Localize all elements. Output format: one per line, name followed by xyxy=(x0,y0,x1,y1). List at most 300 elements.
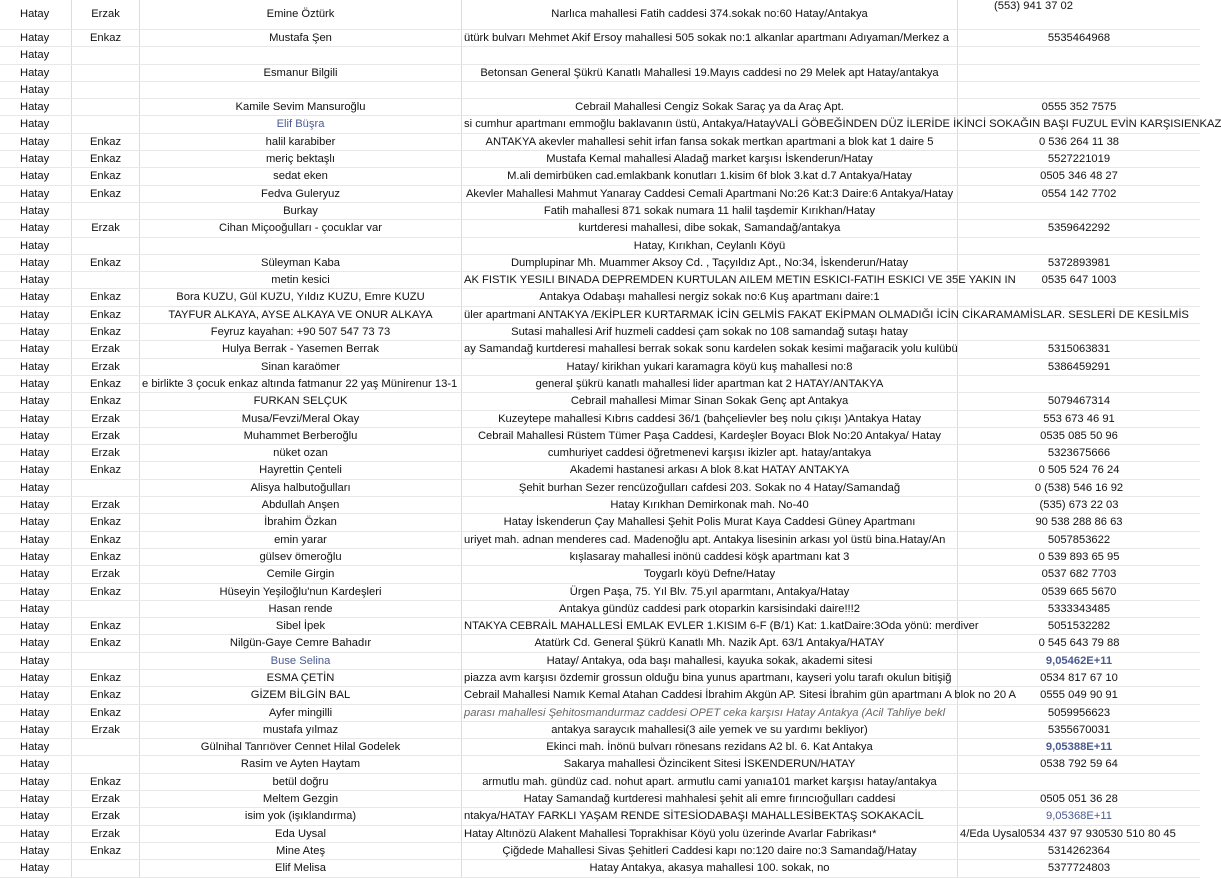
address-cell[interactable]: uriyet mah. adnan menderes cad. Madenoğlu apt. Antakya lisesinin arkası yol üstü bina.Hatay/An xyxy=(462,532,958,548)
name-cell[interactable]: Cihan Miçooğulları - çocuklar var xyxy=(140,220,462,236)
city-cell[interactable]: Hatay xyxy=(0,791,72,807)
need-type-cell[interactable]: Erzak xyxy=(72,428,140,444)
city-cell[interactable]: Hatay xyxy=(0,601,72,617)
table-row xyxy=(0,99,1200,116)
name-cell[interactable]: Musa/Fevzi/Meral Okay xyxy=(140,411,462,427)
address-cell[interactable]: ANTAKYA akevler mahallesi sehit irfan fansa sokak mertkan apartmani a blok kat 1 daire 5 xyxy=(462,134,958,150)
name-cell[interactable]: Mustafa Şen xyxy=(140,30,462,46)
table-row xyxy=(0,307,1200,324)
phone-cell[interactable]: 5051532282 xyxy=(1047,620,1111,633)
need-type-cell[interactable]: Enkaz xyxy=(72,393,140,409)
name-cell[interactable]: Mine Ateş xyxy=(140,843,462,859)
city-cell[interactable]: Hatay xyxy=(0,445,72,461)
need-type-cell[interactable]: Enkaz xyxy=(72,151,140,167)
table-row xyxy=(0,739,1200,756)
phone-cell[interactable]: 5535464968 xyxy=(1047,32,1111,44)
address-cell[interactable]: antakya saraycık mahallesi(3 aile yemek ve su yardımı bekliyor) xyxy=(462,722,958,738)
city-cell[interactable]: Hatay xyxy=(0,220,72,236)
phone-cell[interactable] xyxy=(958,289,1200,305)
name-cell[interactable]: nüket ozan xyxy=(140,445,462,461)
need-type-cell[interactable] xyxy=(72,272,140,288)
table-row xyxy=(0,82,1200,99)
name-cell[interactable]: Cemile Girgin xyxy=(140,566,462,582)
table-row xyxy=(0,255,1200,272)
phone-cell[interactable]: 0554 142 7702 xyxy=(1041,187,1117,200)
phone-cell[interactable] xyxy=(958,376,1200,392)
address-cell[interactable] xyxy=(462,82,958,98)
city-cell[interactable]: Hatay xyxy=(0,584,72,600)
name-cell[interactable]: Nilgün-Gaye Cemre Bahadır xyxy=(140,635,462,651)
phone-cell[interactable]: 9,05368E+11 xyxy=(1045,810,1113,823)
name-cell[interactable]: gülsev ömeroğlu xyxy=(140,549,462,565)
city-cell[interactable]: Hatay xyxy=(0,168,72,184)
need-type-cell[interactable] xyxy=(72,739,140,755)
need-type-cell[interactable]: Enkaz xyxy=(72,635,140,651)
table-row xyxy=(0,272,1200,289)
address-cell[interactable]: Akevler Mahallesi Mahmut Yanaray Caddesi Cemali Apartmani No:26 Kat:3 Daire:6 Antakya/Hatay xyxy=(462,186,958,202)
need-type-cell[interactable]: Erzak xyxy=(72,722,140,738)
name-cell[interactable]: isim yok (işıklandırma) xyxy=(140,808,462,824)
city-cell[interactable]: Hatay xyxy=(0,808,72,824)
address-cell[interactable]: general şükrü kanatlı mahallesi lider apartman kat 2 HATAY/ANTAKYA xyxy=(462,376,958,392)
phone-cell[interactable]: 5323675666 xyxy=(1047,447,1111,460)
name-cell[interactable]: Kamile Sevim Mansuroğlu xyxy=(140,99,462,115)
phone-cell[interactable]: 5355670031 xyxy=(1047,723,1111,736)
city-cell[interactable]: Hatay xyxy=(0,722,72,738)
need-type-cell[interactable]: Enkaz xyxy=(72,168,140,184)
phone-cell[interactable]: 5314262364 xyxy=(1047,844,1111,857)
address-cell[interactable]: Şehit burhan Sezer rencüzoğulları cafdesi 203. Sokak no 4 Hatay/Samandağ xyxy=(462,480,958,496)
need-type-cell[interactable]: Enkaz xyxy=(72,134,140,150)
table-row xyxy=(0,0,1200,30)
need-type-cell[interactable]: Erzak xyxy=(72,808,140,824)
city-cell[interactable]: Hatay xyxy=(0,65,72,81)
need-type-cell[interactable]: Erzak xyxy=(72,220,140,236)
city-cell[interactable]: Hatay xyxy=(0,30,72,46)
table-row xyxy=(0,65,1200,82)
address-cell[interactable]: Ekinci mah. İnönü bulvarı rönesans rezidans A2 bl. 6. Kat Antakya xyxy=(462,739,958,755)
need-type-cell[interactable] xyxy=(72,238,140,254)
city-cell[interactable]: Hatay xyxy=(0,151,72,167)
city-cell[interactable]: Hatay xyxy=(0,860,72,876)
need-type-cell[interactable]: Enkaz xyxy=(72,549,140,565)
name-cell[interactable]: Gülnihal Tanrıöver Cennet Hilal Godelek xyxy=(140,739,462,755)
name-cell[interactable]: Emine Öztürk xyxy=(140,0,462,29)
need-type-cell[interactable]: Enkaz xyxy=(72,514,140,530)
table-row xyxy=(0,756,1200,773)
phone-cell[interactable]: 0 536 264 11 38 xyxy=(1038,135,1120,148)
name-cell[interactable]: ESMA ÇETİN xyxy=(140,670,462,686)
phone-cell[interactable]: 0537 682 7703 xyxy=(1041,568,1117,581)
table-row xyxy=(0,791,1200,808)
name-cell[interactable]: Burkay xyxy=(140,203,462,219)
need-type-cell[interactable]: Erzak xyxy=(72,791,140,807)
address-cell[interactable]: Cebrail Mahallesi Rüstem Tümer Paşa Caddesi, Kardeşler Boyacı Blok No:20 Antakya/ Hatay xyxy=(462,428,958,444)
table-row xyxy=(0,376,1200,393)
table-row xyxy=(0,514,1200,531)
need-type-cell[interactable]: Enkaz xyxy=(72,843,140,859)
need-type-cell[interactable]: Enkaz xyxy=(72,687,140,703)
need-type-cell[interactable]: Erzak xyxy=(72,341,140,357)
city-cell[interactable]: Hatay xyxy=(0,826,72,842)
address-cell[interactable]: Atatürk Cd. General Şükrü Kanatlı Mh. Nazik Apt. 63/1 Antakya/HATAY xyxy=(462,635,958,651)
address-cell[interactable]: ütürk bulvarı Mehmet Akif Ersoy mahallesi 505 sokak no:1 alkanlar apartmanı Adıyaman/Merkez a xyxy=(462,30,958,46)
need-type-cell[interactable] xyxy=(72,116,140,132)
table-row xyxy=(0,774,1200,791)
city-cell[interactable]: Hatay xyxy=(0,843,72,859)
name-cell[interactable]: Esmanur Bilgili xyxy=(140,65,462,81)
city-cell[interactable]: Hatay xyxy=(0,428,72,444)
address-cell[interactable]: Hatay Altınözü Alakent Mahallesi Toprakhisar Köyü yolu üzerinde Avarlar Fabrikası* xyxy=(462,826,958,842)
city-cell[interactable]: Hatay xyxy=(0,739,72,755)
city-cell[interactable]: Hatay xyxy=(0,774,72,790)
need-type-cell[interactable]: Enkaz xyxy=(72,462,140,478)
phone-cell[interactable] xyxy=(958,238,1200,254)
phone-cell[interactable]: 0505 346 48 27 xyxy=(1040,170,1118,183)
address-cell[interactable]: Hatay/ Antakya, oda başı mahallesi, kayuka sokak, akademi sitesi xyxy=(462,653,958,669)
phone-cell[interactable] xyxy=(958,47,1200,63)
phone-cell[interactable]: 0538 792 59 64 xyxy=(1040,758,1118,771)
address-cell[interactable]: AK FISTIK YESILI BINADA DEPREMDEN KURTULAN AILEM METIN ESKICI-FATIH ESKICI VE 35E YAKIN IN xyxy=(462,272,958,288)
address-cell[interactable]: üler apartmani ANTAKYA /EKİPLER KURTARMAK İCİN GELMİS FAKAT EKİPMAN OLMADIĞI İCİN CİKARAMAMİSLAR. SESLERİ DE KESİLMİS xyxy=(462,307,958,323)
table-row xyxy=(0,722,1200,739)
need-type-cell[interactable]: Enkaz xyxy=(72,376,140,392)
table-row xyxy=(0,393,1200,410)
name-cell[interactable] xyxy=(140,82,462,98)
name-cell[interactable]: metin kesici xyxy=(140,272,462,288)
name-cell[interactable] xyxy=(140,47,462,63)
need-type-cell[interactable]: Enkaz xyxy=(72,618,140,634)
phone-cell[interactable]: (535) 673 22 03 xyxy=(1039,499,1119,512)
phone-cell[interactable]: 0505 051 36 28 xyxy=(1040,793,1118,806)
need-type-cell[interactable]: Enkaz xyxy=(72,532,140,548)
need-type-cell[interactable] xyxy=(72,65,140,81)
name-cell[interactable]: halil karabiber xyxy=(140,134,462,150)
address-cell[interactable]: si cumhur apartmanı emmoğlu baklavanın üstü, Antakya/HatayVALİ GÖBEĞİNDEN DÜZ İLERİDE İKİNCİ SOKAĞIN BAŞI FUZUL EVİN KARŞISIENKAZ xyxy=(462,116,958,132)
phone-cell[interactable]: 9,05462E+11 xyxy=(1045,654,1113,667)
table-row xyxy=(0,497,1200,514)
city-cell[interactable]: Hatay xyxy=(0,255,72,271)
table-row xyxy=(0,687,1200,704)
table-row xyxy=(0,826,1200,843)
table-row xyxy=(0,428,1200,445)
address-cell[interactable]: kurtderesi mahallesi, dibe sokak, Samandağ/antakya xyxy=(462,220,958,236)
name-cell[interactable]: meriç bektaşlı xyxy=(140,151,462,167)
phone-cell[interactable] xyxy=(958,307,1200,323)
name-cell[interactable]: Hasan rende xyxy=(140,601,462,617)
city-cell[interactable]: Hatay xyxy=(0,341,72,357)
table-row xyxy=(0,635,1200,652)
city-cell[interactable]: Hatay xyxy=(0,480,72,496)
phone-cell[interactable] xyxy=(958,774,1200,790)
table-row xyxy=(0,47,1200,64)
table-row xyxy=(0,289,1200,306)
table-row xyxy=(0,566,1200,583)
address-cell[interactable]: Ürgen Paşa, 75. Yıl Blv. 75.yıl aparmtanı, Antakya/Hatay xyxy=(462,584,958,600)
name-cell[interactable]: mustafa yılmaz xyxy=(140,722,462,738)
phone-cell[interactable]: 0555 049 90 91 xyxy=(1040,689,1118,702)
city-cell[interactable]: Hatay xyxy=(0,376,72,392)
address-cell[interactable]: armutlu mah. gündüz cad. nohut apart. armutlu cami yanıa101 market karşısı hatay/antakya xyxy=(462,774,958,790)
phone-cell[interactable]: 0535 085 50 96 xyxy=(1040,429,1118,442)
address-cell[interactable]: Hatay, Kırıkhan, Ceylanlı Köyü xyxy=(462,238,958,254)
address-cell[interactable]: Dumplupinar Mh. Muammer Aksoy Cd. , Taçyıldız Apt., No:34, İskenderun/Hatay xyxy=(462,255,958,271)
name-cell[interactable]: Rasim ve Ayten Haytam xyxy=(140,756,462,772)
address-cell[interactable]: Mustafa Kemal mahallesi Aladağ market karşısı İskenderun/Hatay xyxy=(462,151,958,167)
address-cell[interactable]: cumhuriyet caddesi öğretmenevi karşısı ikizler apt. hatay/antakya xyxy=(462,445,958,461)
address-cell[interactable] xyxy=(462,47,958,63)
phone-cell[interactable] xyxy=(958,82,1200,98)
phone-cell[interactable] xyxy=(958,324,1200,340)
table-row xyxy=(0,341,1200,358)
table-row xyxy=(0,151,1200,168)
phone-cell[interactable]: 9,05388E+11 xyxy=(1045,741,1113,754)
name-cell[interactable] xyxy=(140,238,462,254)
phone-cell[interactable] xyxy=(958,203,1200,219)
need-type-cell[interactable] xyxy=(72,653,140,669)
city-cell[interactable]: Hatay xyxy=(0,134,72,150)
table-row xyxy=(0,843,1200,860)
table-row xyxy=(0,411,1200,428)
address-cell[interactable]: Hatay Antakya, akasya mahallesi 100. sokak, no xyxy=(462,860,958,876)
address-cell[interactable]: piazza avm karşısı özdemir grossun olduğu bina yunus apartmanı, kayseri yolu tarafı okulun bitişiğ xyxy=(462,670,958,686)
need-type-cell[interactable]: Enkaz xyxy=(72,255,140,271)
table-row xyxy=(0,30,1200,47)
need-type-cell[interactable] xyxy=(72,756,140,772)
address-cell[interactable]: kışlasaray mahallesi inönü caddesi köşk apartmanı kat 3 xyxy=(462,549,958,565)
need-type-cell[interactable] xyxy=(72,82,140,98)
name-cell[interactable]: Buse Selina xyxy=(140,653,462,669)
city-cell[interactable]: Hatay xyxy=(0,116,72,132)
phone-cell[interactable]: 0539 665 5670 xyxy=(1041,585,1117,598)
phone-cell[interactable]: 0534 817 67 10 xyxy=(1040,671,1118,684)
city-cell[interactable]: Hatay xyxy=(0,0,72,29)
address-cell[interactable]: Betonsan General Şükrü Kanatlı Mahallesi 19.Mayıs caddesi no 29 Melek apt Hatay/antakya xyxy=(462,65,958,81)
address-cell[interactable]: Antakya gündüz caddesi park otoparkin karsisindaki daire!!!2 xyxy=(462,601,958,617)
name-cell[interactable]: Muhammet Berberoğlu xyxy=(140,428,462,444)
need-type-cell[interactable]: Enkaz xyxy=(72,307,140,323)
need-type-cell[interactable] xyxy=(72,480,140,496)
phone-cell[interactable]: 5377724803 xyxy=(1047,862,1111,875)
name-cell[interactable]: Meltem Gezgin xyxy=(140,791,462,807)
phone-cell[interactable]: 0 539 893 65 95 xyxy=(1038,550,1120,563)
name-cell[interactable]: Hulya Berrak - Yasemen Berrak xyxy=(140,341,462,357)
city-cell[interactable]: Hatay xyxy=(0,618,72,634)
name-cell[interactable]: Sinan karaömer xyxy=(140,359,462,375)
address-cell[interactable]: Toygarlı köyü Defne/Hatay xyxy=(462,566,958,582)
city-cell[interactable]: Hatay xyxy=(0,635,72,651)
name-cell[interactable]: e birlikte 3 çocuk enkaz altında fatmanur 22 yaş Münirenur 13-1 xyxy=(140,376,462,392)
table-row xyxy=(0,116,1221,133)
city-cell[interactable]: Hatay xyxy=(0,238,72,254)
city-cell[interactable]: Hatay xyxy=(0,47,72,63)
address-cell[interactable]: ay Samandağ kurtderesi mahallesi berrak sokak sonu kardelen sokak kesimi mağaracik yolu kulübü xyxy=(462,341,958,357)
city-cell[interactable]: Hatay xyxy=(0,82,72,98)
phone-cell[interactable]: 5372893981 xyxy=(1047,256,1111,269)
table-row xyxy=(0,462,1200,479)
need-type-cell[interactable]: Enkaz xyxy=(72,324,140,340)
table-row xyxy=(0,134,1200,151)
table-row xyxy=(0,238,1200,255)
table-row xyxy=(0,220,1200,237)
address-cell[interactable]: Cebrail Mahallesi Cengiz Sokak Saraç ya da Araç Apt. xyxy=(462,99,958,115)
table-row xyxy=(0,653,1200,670)
city-cell[interactable]: Hatay xyxy=(0,272,72,288)
phone-cell[interactable]: 5059956623 xyxy=(1047,706,1111,719)
table-row xyxy=(0,359,1200,376)
city-cell[interactable]: Hatay xyxy=(0,566,72,582)
phone-cell[interactable]: 553 673 46 91 xyxy=(1043,412,1115,425)
table-row xyxy=(0,445,1200,462)
address-cell[interactable]: Narlıca mahallesi Fatih caddesi 374.sokak no:60 Hatay/Antakya xyxy=(462,0,958,29)
address-cell[interactable]: Cebrail Mahallesi Namık Kemal Atahan Caddesi İbrahim Akgün AP. Sitesi İbrahim gün apartmanı A blok no 20 A xyxy=(462,687,958,703)
city-cell[interactable]: Hatay xyxy=(0,411,72,427)
need-type-cell[interactable]: Erzak xyxy=(72,566,140,582)
name-cell[interactable]: Süleyman Kaba xyxy=(140,255,462,271)
table-row xyxy=(0,186,1200,203)
phone-cell[interactable]: 5333343485 xyxy=(1047,602,1111,615)
address-cell[interactable]: Çiğdede Mahallesi Sivas Şehitleri Caddesi kapı no:120 daire no:3 Samandağ/Hatay xyxy=(462,843,958,859)
name-cell[interactable]: TAYFUR ALKAYA, AYSE ALKAYA VE ONUR ALKAYA xyxy=(140,307,462,323)
phone-cell[interactable]: 5079467314 xyxy=(1047,395,1111,408)
name-cell[interactable]: Feyruz kayahan: +90 507 547 73 73 xyxy=(140,324,462,340)
city-cell[interactable]: Hatay xyxy=(0,532,72,548)
address-cell[interactable]: parası mahallesi Şehitosmandurmaz caddesi OPET ceka karşısı Hatay Antakya (Acil Tahliye bekl xyxy=(462,705,958,721)
table-row xyxy=(0,618,1200,635)
address-cell[interactable]: Hatay Samandağ kurtderesi mahhalesi şehit ali emre fırıncıoğulları caddesi xyxy=(462,791,958,807)
phone-cell[interactable]: 5359642292 xyxy=(1047,222,1111,235)
table-row xyxy=(0,168,1200,185)
city-cell[interactable]: Hatay xyxy=(0,307,72,323)
name-cell[interactable]: Abdullah Anşen xyxy=(140,497,462,513)
address-cell[interactable]: Hatay İskenderun Çay Mahallesi Şehit Polis Murat Kaya Caddesi Güney Apartmanı xyxy=(462,514,958,530)
need-type-cell[interactable]: Enkaz xyxy=(72,186,140,202)
address-cell[interactable]: Antakya Odabaşı mahallesi nergiz sokak no:6 Kuş apartmanı daire:1 xyxy=(462,289,958,305)
need-type-cell[interactable]: Erzak xyxy=(72,0,140,29)
need-type-cell[interactable] xyxy=(72,203,140,219)
table-row xyxy=(0,584,1200,601)
need-type-cell[interactable]: Erzak xyxy=(72,445,140,461)
city-cell[interactable]: Hatay xyxy=(0,289,72,305)
name-cell[interactable]: sedat eken xyxy=(140,168,462,184)
table-row xyxy=(0,670,1200,687)
city-cell[interactable]: Hatay xyxy=(0,497,72,513)
name-cell[interactable]: Bora KUZU, Gül KUZU, Yıldız KUZU, Emre KUZU xyxy=(140,289,462,305)
address-cell[interactable]: Hatay/ kirikhan yukari karamagra köyü kuş mahallesi no:8 xyxy=(462,359,958,375)
phone-cell[interactable]: 0 505 524 76 24 xyxy=(1038,464,1120,477)
name-cell[interactable]: İbrahim Özkan xyxy=(140,514,462,530)
name-cell[interactable]: Hüseyin Yeşiloğlu'nun Kardeşleri xyxy=(140,584,462,600)
city-cell[interactable]: Hatay xyxy=(0,203,72,219)
city-cell[interactable]: Hatay xyxy=(0,687,72,703)
need-type-cell[interactable]: Erzak xyxy=(72,411,140,427)
city-cell[interactable]: Hatay xyxy=(0,462,72,478)
city-cell[interactable]: Hatay xyxy=(0,359,72,375)
need-type-cell[interactable]: Enkaz xyxy=(72,774,140,790)
phone-cell[interactable] xyxy=(958,65,1200,81)
city-cell[interactable]: Hatay xyxy=(0,653,72,669)
name-cell[interactable]: Elif Melisa xyxy=(140,860,462,876)
phone-cell[interactable]: (553) 941 37 02 xyxy=(994,0,1073,12)
table-row xyxy=(0,324,1200,341)
address-cell[interactable]: Hatay Kırıkhan Demirkonak mah. No-40 xyxy=(462,497,958,513)
city-cell[interactable]: Hatay xyxy=(0,549,72,565)
name-cell[interactable]: emin yarar xyxy=(140,532,462,548)
table-row xyxy=(0,705,1200,722)
address-cell[interactable]: Sakarya mahallesi Özincikent Sitesi İSKENDERUN/HATAY xyxy=(462,756,958,772)
table-row xyxy=(0,203,1200,220)
need-type-cell[interactable]: Enkaz xyxy=(72,30,140,46)
city-cell[interactable]: Hatay xyxy=(0,324,72,340)
need-type-cell[interactable]: Enkaz xyxy=(72,705,140,721)
phone-cell[interactable]: 5315063831 xyxy=(1047,343,1111,356)
table-row xyxy=(0,808,1200,825)
name-cell[interactable]: Sibel İpek xyxy=(140,618,462,634)
table-row xyxy=(0,532,1200,549)
table-row xyxy=(0,601,1200,618)
need-type-cell[interactable] xyxy=(72,47,140,63)
address-cell[interactable]: M.ali demirbüken cad.emlakbank konutları 1.kisim 6f blok 3.kat d.7 Antakya/Hatay xyxy=(462,168,958,184)
city-cell[interactable]: Hatay xyxy=(0,705,72,721)
city-cell[interactable]: Hatay xyxy=(0,670,72,686)
need-type-cell[interactable]: Enkaz xyxy=(72,289,140,305)
need-type-cell[interactable]: Enkaz xyxy=(72,584,140,600)
address-cell[interactable]: Fatih mahallesi 871 sokak numara 11 halil taşdemir Kırıkhan/Hatay xyxy=(462,203,958,219)
phone-cell[interactable]: 0555 352 7575 xyxy=(1041,101,1117,114)
table-row xyxy=(0,480,1200,497)
name-cell[interactable]: Fedva Guleryuz xyxy=(140,186,462,202)
address-cell[interactable]: Kuzeytepe mahallesi Kıbrıs caddesi 36/1 (bahçelievler beş nolu çıkışı )Antakya Hatay xyxy=(462,411,958,427)
need-type-cell[interactable]: Erzak xyxy=(72,359,140,375)
name-cell[interactable]: Hayrettin Çenteli xyxy=(140,462,462,478)
city-cell[interactable]: Hatay xyxy=(0,393,72,409)
name-cell[interactable]: Eda Uysal xyxy=(140,826,462,842)
name-cell[interactable]: FURKAN SELÇUK xyxy=(140,393,462,409)
phone-cell[interactable]: 5386459291 xyxy=(1047,360,1111,373)
phone-cell[interactable]: 5057853622 xyxy=(1047,533,1111,546)
need-type-cell[interactable] xyxy=(72,601,140,617)
name-cell[interactable]: Alisya halbutoğulları xyxy=(140,480,462,496)
need-type-cell[interactable] xyxy=(72,860,140,876)
need-type-cell[interactable]: Erzak xyxy=(72,497,140,513)
table-row xyxy=(0,860,1200,877)
name-cell[interactable]: GİZEM BİLGİN BAL xyxy=(140,687,462,703)
need-type-cell[interactable] xyxy=(72,99,140,115)
name-cell[interactable]: betül doğru xyxy=(140,774,462,790)
city-cell[interactable]: Hatay xyxy=(0,514,72,530)
need-type-cell[interactable]: Erzak xyxy=(72,826,140,842)
address-cell[interactable]: Akademi hastanesi arkası A blok 8.kat HATAY ANTAKYA xyxy=(462,462,958,478)
need-type-cell[interactable]: Enkaz xyxy=(72,670,140,686)
city-cell[interactable]: Hatay xyxy=(0,756,72,772)
city-cell[interactable]: Hatay xyxy=(0,99,72,115)
table-row xyxy=(0,549,1200,566)
address-cell[interactable]: Cebrail mahallesi Mimar Sinan Sokak Genç apt Antakya xyxy=(462,393,958,409)
phone-cell[interactable]: 4/Eda Uysal0534 437 97 930530 510 80 45 xyxy=(960,827,1176,840)
city-cell[interactable]: Hatay xyxy=(0,186,72,202)
address-cell[interactable]: ntakya/HATAY FARKLI YAŞAM RENDE SİTESİODABAŞI MAHALLESİBEKTAŞ SOKAKACİL xyxy=(462,808,958,824)
address-cell[interactable]: Sutasi mahallesi Arif huzmeli caddesi çam sokak no 108 samandağ sutaşı hatay xyxy=(462,324,958,340)
phone-cell[interactable]: 0 (538) 546 16 92 xyxy=(1034,481,1124,494)
address-cell[interactable]: NTAKYA CEBRAİL MAHALLESİ EMLAK EVLER 1.KISIM 6-F (B/1) Kat: 1.katDaire:3Oda yönü: merdiver xyxy=(462,618,958,634)
name-cell[interactable]: Ayfer mingilli xyxy=(140,705,462,721)
phone-cell[interactable]: 0 545 643 79 88 xyxy=(1038,637,1120,650)
phone-cell[interactable]: 0535 647 1003 xyxy=(1041,274,1117,287)
phone-cell[interactable]: 90 538 288 86 63 xyxy=(1035,516,1123,529)
phone-cell[interactable]: 5527221019 xyxy=(1047,153,1111,166)
phone-cell[interactable] xyxy=(958,116,1200,132)
name-cell[interactable]: Elif Büşra xyxy=(140,116,462,132)
